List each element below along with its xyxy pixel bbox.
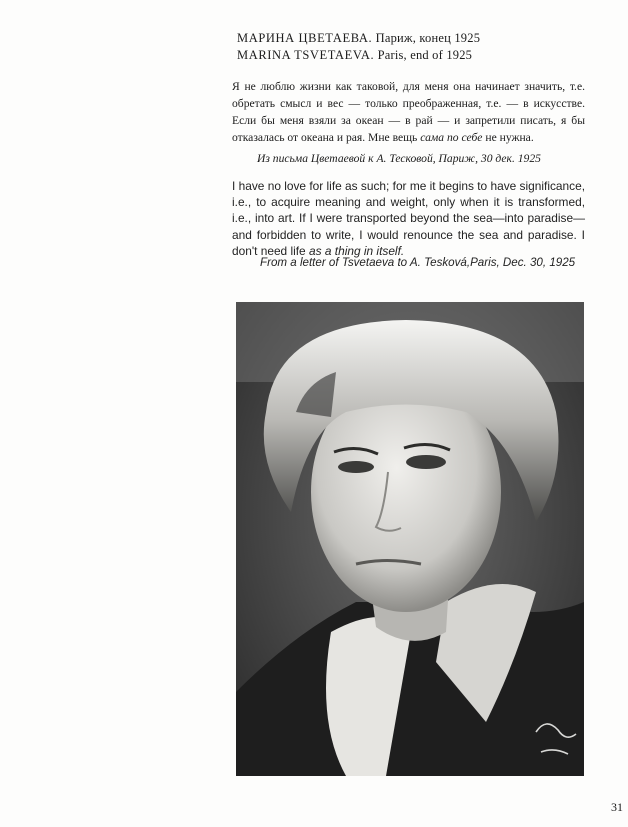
- quote-en-source: From a letter of Tsvetaeva to A. Tesková,Paris, Dec. 30, 1925: [260, 256, 576, 269]
- quote-ru-source: Из письма Цветаевой к А. Тесковой, Париж, 30 дек. 1925: [257, 152, 541, 165]
- caption-ru-place: Париж, конец 1925: [375, 31, 481, 45]
- quote-english: [232, 178, 585, 259]
- quote-ru-emphasis: сама по себе: [420, 131, 483, 144]
- caption-ru-name: МАРИНА ЦВЕТАЕВА.: [237, 31, 373, 45]
- photo-caption: [237, 30, 480, 64]
- portrait-illustration: [236, 302, 584, 776]
- caption-en-place: Paris, end of 1925: [377, 48, 473, 62]
- caption-english: [237, 47, 480, 64]
- quote-en-text: I have no love for life as such; for me it begins to have significance, i.e., to acquire meaning and weight, only when it is transformed, i.e., into art. If I were transported beyond the sea—into paradise—and forbidden to write, I would renounce the sea and paradise. I don't need life: [232, 179, 585, 258]
- caption-russian: [237, 30, 480, 47]
- portrait-photo: [236, 302, 584, 776]
- page-number: 31: [611, 800, 623, 814]
- quote-ru-text: Я не люблю жизни как таковой, для меня она начинает значить, т.е. обретать смысл и вес — только преображенная, т.е. — в искусстве. Если бы меня взяли за океан — в рай — и запретили писать, я бы отказалась от океана и рая. Мне вещь: [232, 80, 585, 144]
- quote-russian: [232, 78, 585, 146]
- quote-en-emphasis: as a thing in itself.: [309, 243, 405, 258]
- caption-en-name: MARINA TSVETAEVA.: [237, 48, 375, 62]
- quote-ru-text-end: не нужна.: [485, 131, 534, 144]
